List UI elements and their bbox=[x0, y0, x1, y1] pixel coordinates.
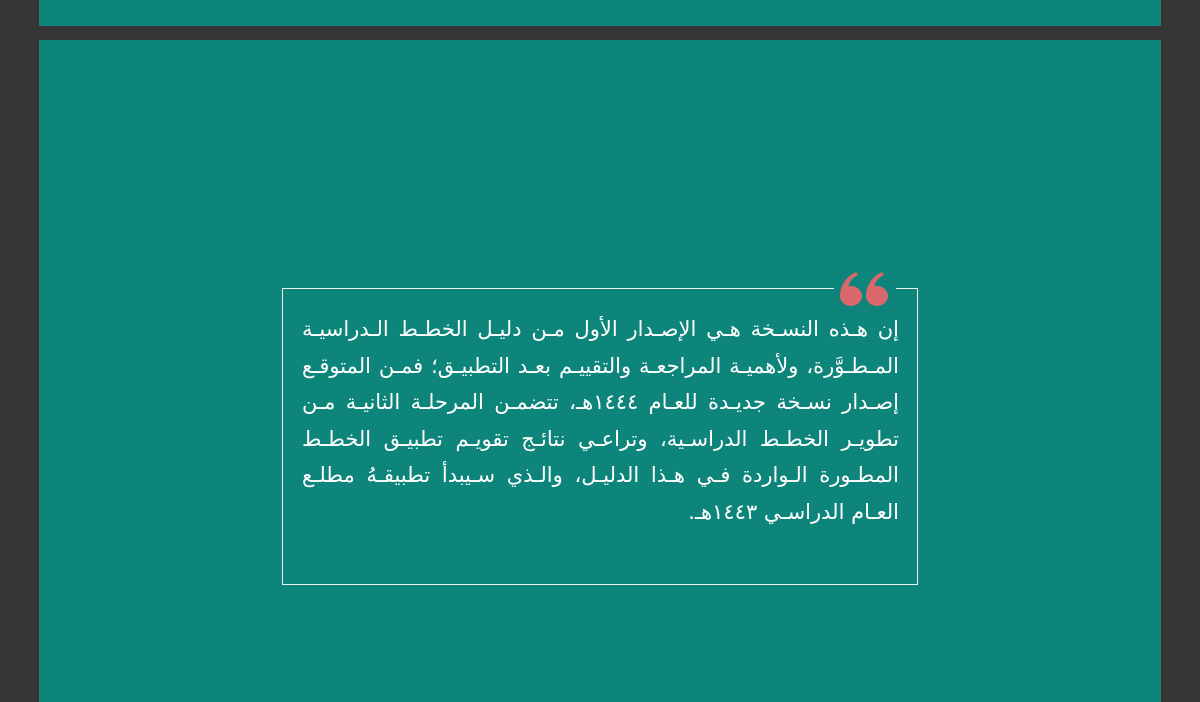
quote-box bbox=[282, 288, 918, 585]
quote-text: إن هـذه النسـخة هـي الإصـدار الأول مـن دليـل الخطـط الـدراسيـة المـطـوَّرة، ولأهميـة المراجعـة والتقييـم بعـد التطبيـق؛ فمـن المتوقـع إصـدار نسـخة جديـدة للعـام ١٤٤٤هـ، تتضمـن المرحلـة الثانيـة مـن تطويـر الخطـط الدراسـية، وتراعـي نتائـج تقويـم تطبيـق الخطـط المطـورة الـواردة فـي هـذا الدليـل، والـذي سـيبدأ تطبيقـهُ مطلـع العـام الدراسـي ١٤٤٣هـ. bbox=[302, 317, 899, 524]
previous-page bbox=[39, 0, 1161, 26]
current-page bbox=[39, 40, 1161, 702]
quote-mark-icon bbox=[834, 271, 896, 307]
